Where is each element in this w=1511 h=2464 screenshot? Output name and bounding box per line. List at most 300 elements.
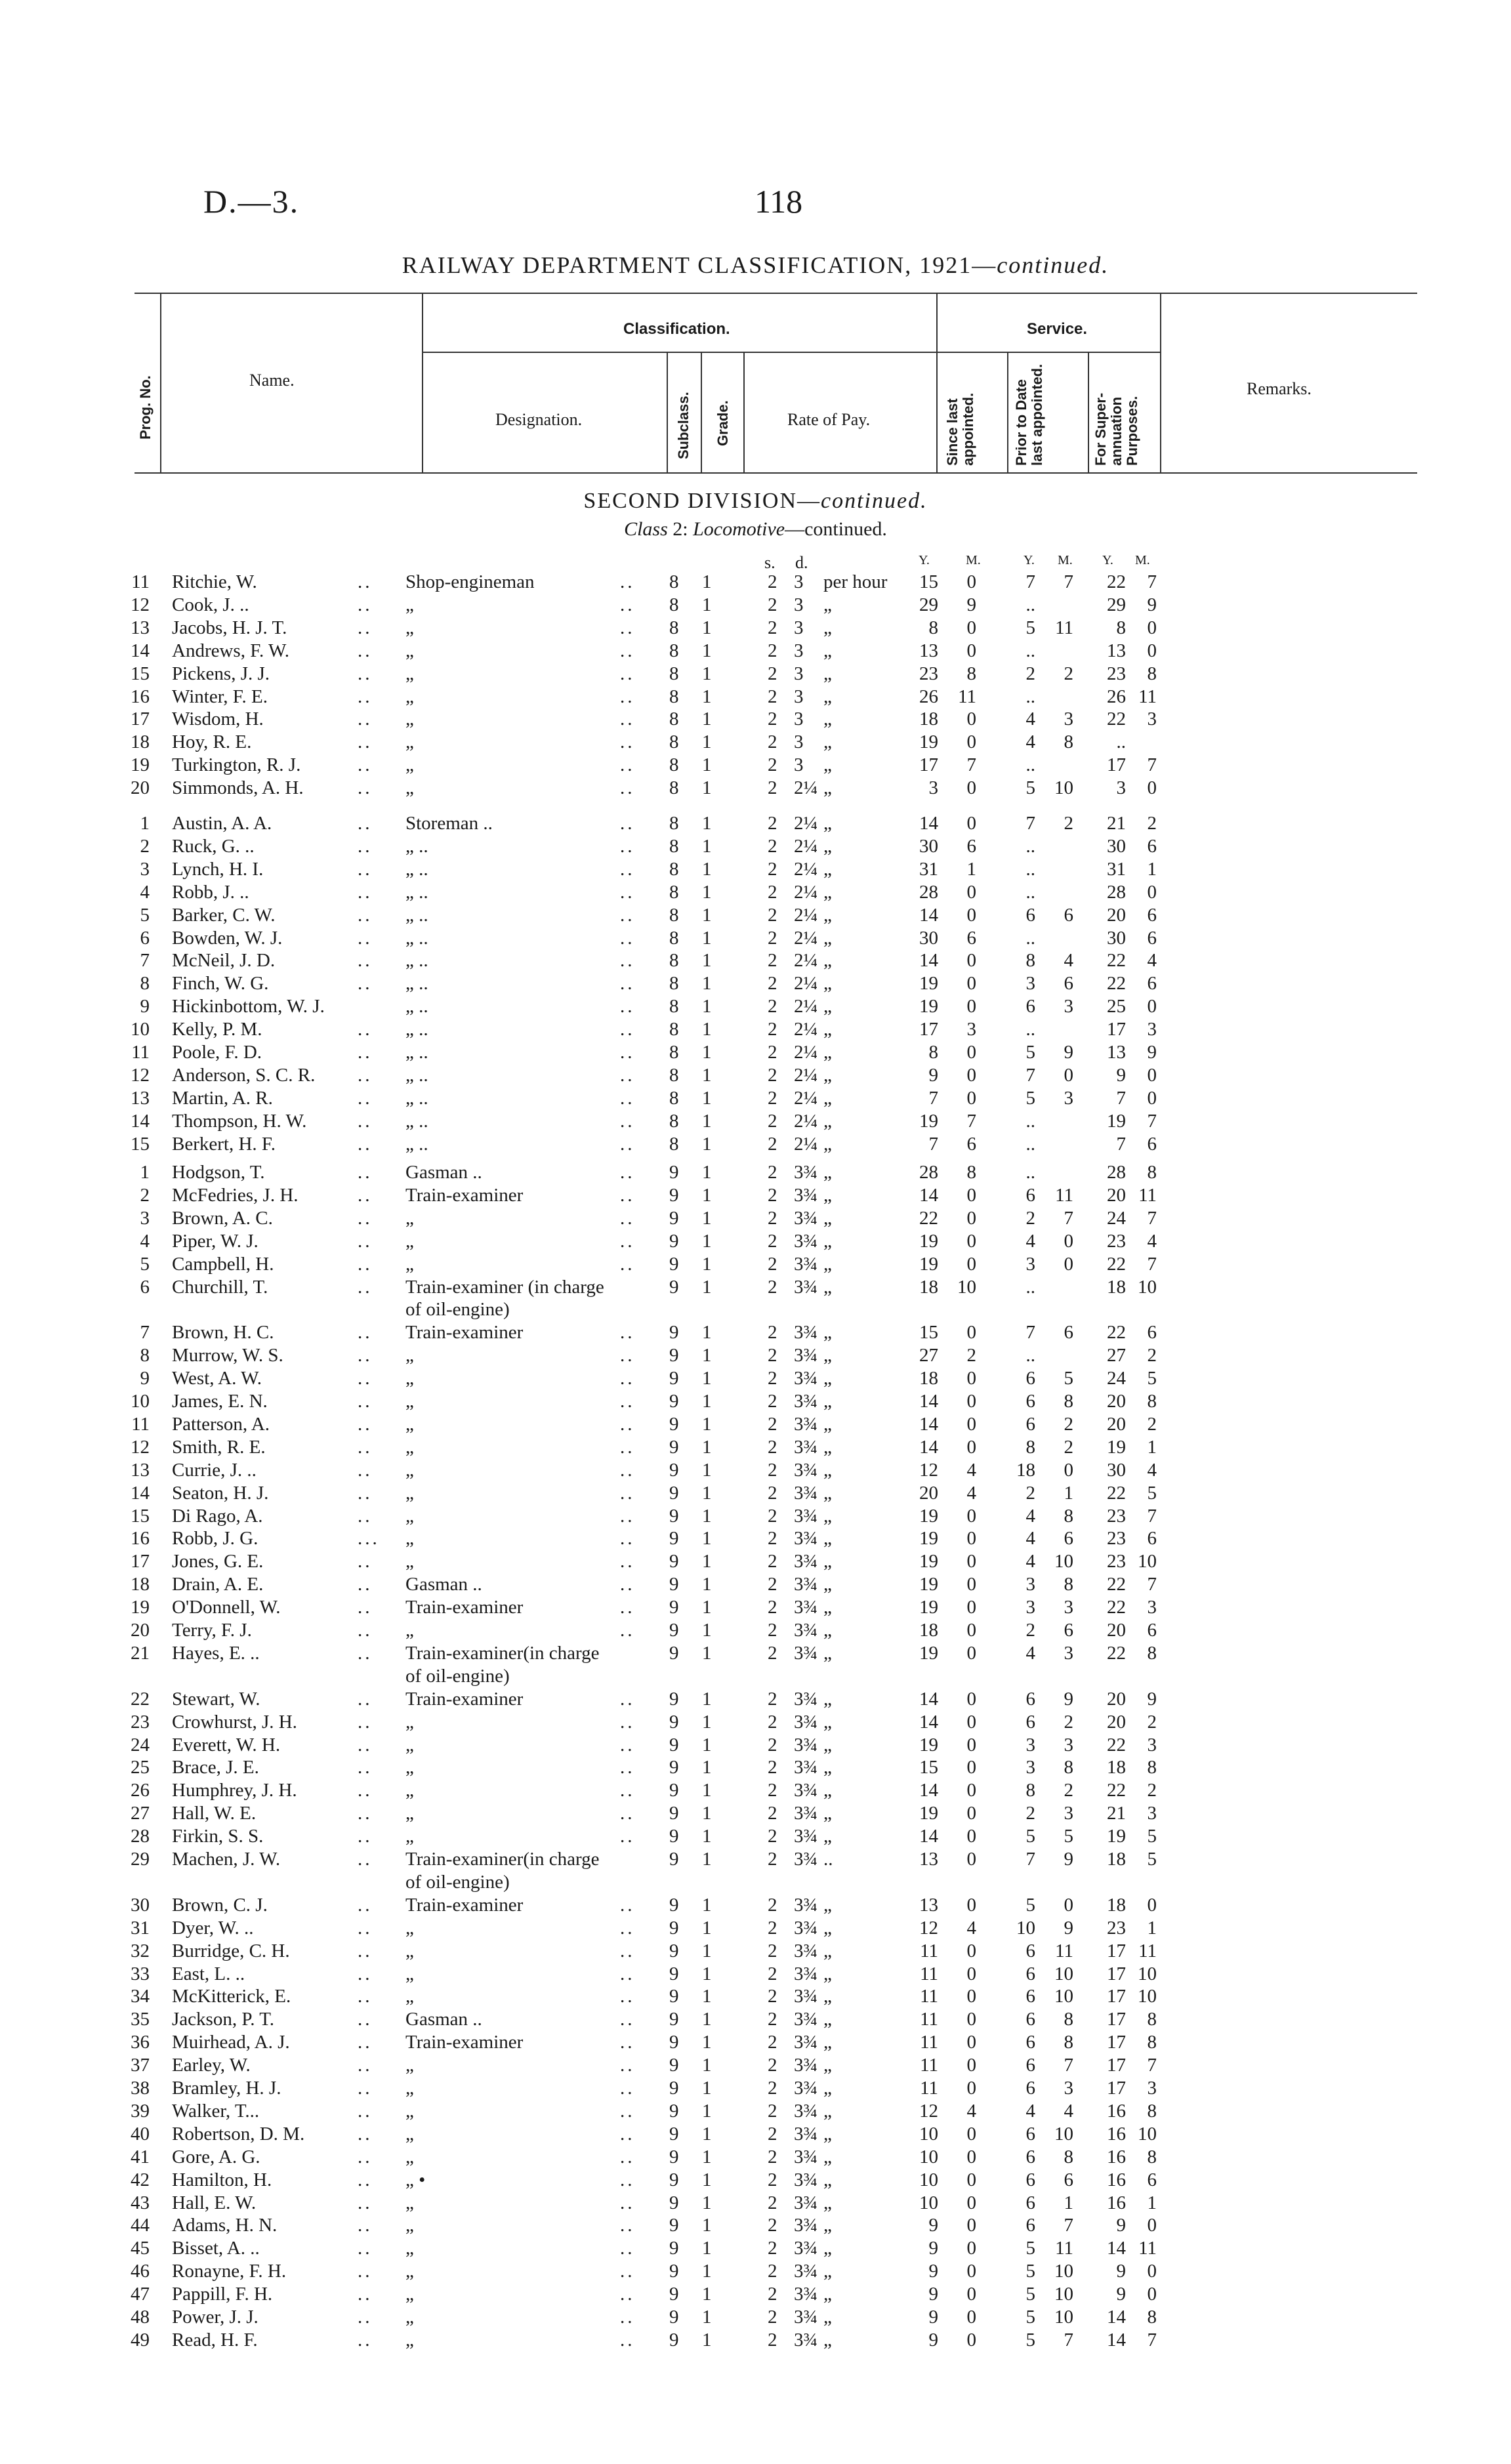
- cell-py: 5: [1025, 2261, 1035, 2282]
- cell-per: „: [823, 640, 832, 661]
- cell-subclass: 9: [669, 1642, 679, 1664]
- cell-py: 6: [1025, 1711, 1035, 1733]
- cell-fy: 28: [1107, 881, 1126, 903]
- header-top-rule: [135, 293, 1417, 294]
- unit-y1: Y.: [919, 553, 930, 567]
- cell-grade: 1: [702, 1826, 712, 1847]
- header-classification: Classification.: [623, 320, 730, 338]
- table-row: [0, 1277, 1511, 1297]
- header-name: Name.: [249, 371, 295, 390]
- cell-fm: 2: [1147, 1711, 1157, 1733]
- cell-s: 2: [768, 2215, 777, 2236]
- cell-sm: 0: [966, 2215, 976, 2236]
- cell-py: 5: [1025, 1087, 1035, 1109]
- cell-dots1: ..: [358, 1574, 373, 1595]
- table-row-continuation: [0, 1300, 1511, 1319]
- table-row: [0, 2032, 1511, 2052]
- cell-subclass: 9: [669, 2146, 679, 2167]
- table-row-continuation: [0, 1666, 1511, 1686]
- cell-sy: 9: [928, 2261, 938, 2282]
- cell-s: 2: [768, 2146, 777, 2167]
- cell-sy: 3: [928, 777, 938, 799]
- cell-d: 3¾: [794, 1894, 818, 1916]
- cell-fy: 22: [1107, 1642, 1126, 1664]
- cell-s: 2: [768, 1482, 777, 1504]
- cell-fy: 8: [1116, 617, 1126, 638]
- cell-sy: 19: [919, 731, 938, 753]
- cell-s: 2: [768, 927, 777, 949]
- cell-fy: 22: [1107, 1780, 1126, 1801]
- cell-designation: „ ..: [405, 1133, 428, 1155]
- cell-pm: 8: [1064, 2146, 1073, 2167]
- cell-fm: 0: [1147, 777, 1157, 799]
- cell-dots1: ..: [358, 2009, 373, 2030]
- cell-s: 2: [768, 1986, 777, 2007]
- cell-dots1: ..: [358, 2078, 373, 2099]
- cell-sm: 0: [966, 640, 976, 661]
- cell-no: 49: [131, 2329, 150, 2351]
- cell-name: Campbell, H.: [172, 1253, 274, 1275]
- cell-fy: 22: [1107, 1253, 1126, 1275]
- cell-grade: 1: [702, 754, 712, 776]
- cell-subclass: 9: [669, 1894, 679, 1916]
- cell-pm: 10: [1054, 2307, 1073, 2328]
- cell-grade: 1: [702, 1087, 712, 1109]
- table-row: [0, 1323, 1511, 1342]
- cell-per: „: [823, 1963, 832, 1984]
- cell-no: 39: [131, 2100, 150, 2122]
- table-row: [0, 2101, 1511, 2121]
- cell-s: 2: [768, 1940, 777, 1961]
- table-row: [0, 928, 1511, 948]
- cell-fy: 18: [1107, 1849, 1126, 1870]
- cell-py: 4: [1025, 2100, 1035, 2122]
- table-row: [0, 1019, 1511, 1039]
- cell-designation: „ ..: [405, 950, 428, 972]
- cell-py: 5: [1025, 2238, 1035, 2259]
- cell-name: Firkin, S. S.: [172, 1826, 264, 1847]
- cell-sy: 11: [920, 1963, 938, 1984]
- cell-d: 3¾: [794, 1940, 818, 1961]
- table-row: [0, 709, 1511, 729]
- cell-dots2: ..: [620, 594, 635, 615]
- cell-per: „: [823, 1253, 832, 1275]
- cell-name: Hoy, R. E.: [172, 731, 252, 753]
- cell-fm: 10: [1138, 1276, 1157, 1298]
- cell-d: 3: [794, 754, 804, 776]
- cell-grade: 1: [702, 1780, 712, 1801]
- cell-s: 2: [768, 1574, 777, 1595]
- cell-name: Muirhead, A. J.: [172, 2032, 290, 2053]
- cell-subclass: 8: [669, 594, 679, 615]
- cell-dots1: ..: [358, 1184, 373, 1206]
- table-row: [0, 1506, 1511, 1526]
- cell-s: 2: [768, 1826, 777, 1847]
- cell-subclass: 8: [669, 1042, 679, 1063]
- cell-fy: 22: [1107, 1597, 1126, 1618]
- cell-dots1: ..: [358, 1368, 373, 1389]
- cell-fm: 5: [1147, 1826, 1157, 1847]
- cell-s: 2: [768, 1345, 777, 1366]
- cell-dots1: ..: [358, 835, 373, 857]
- cell-per: „: [823, 927, 832, 949]
- cell-dots2: ..: [620, 571, 635, 592]
- cell-dots2: ..: [620, 1110, 635, 1132]
- cell-name: Terry, F. J.: [172, 1620, 252, 1641]
- cell-grade: 1: [702, 1849, 712, 1870]
- cell-subclass: 8: [669, 1064, 679, 1086]
- cell-d: 3¾: [794, 1162, 818, 1183]
- cell-pm: 8: [1064, 2032, 1073, 2053]
- cell-designation: „: [405, 663, 414, 684]
- cell-fy: 22: [1107, 1734, 1126, 1756]
- cell-no: 43: [131, 2192, 150, 2213]
- cell-designation: „: [405, 617, 414, 638]
- cell-fy: 22: [1107, 973, 1126, 995]
- cell-dots1: ..: [358, 731, 373, 753]
- cell-fy: 17: [1107, 1986, 1126, 2007]
- unit-m3: M.: [1135, 553, 1150, 567]
- cell-name: Berkert, H. F.: [172, 1133, 276, 1155]
- cell-py: 6: [1025, 2169, 1035, 2190]
- cell-py: 6: [1025, 1184, 1035, 1206]
- cell-pm: 4: [1064, 2100, 1073, 2122]
- cell-sm: 0: [966, 1711, 976, 1733]
- table-row-continuation: [0, 1872, 1511, 1892]
- cell-per: ..: [823, 1849, 833, 1870]
- cell-d: 3¾: [794, 1230, 818, 1252]
- cell-fm: 10: [1138, 2123, 1157, 2145]
- cell-dots2: ..: [620, 1574, 635, 1595]
- cell-subclass: 9: [669, 2307, 679, 2328]
- cell-designation: „: [405, 1436, 414, 1458]
- cell-grade: 1: [702, 1276, 712, 1298]
- table-row: [0, 755, 1511, 775]
- cell-fy: 3: [1116, 777, 1126, 799]
- cell-s: 2: [768, 1064, 777, 1086]
- cell-subclass: 9: [669, 1711, 679, 1733]
- cell-fy: 30: [1107, 1459, 1126, 1481]
- cell-sm: 0: [966, 2238, 976, 2259]
- cell-sm: 6: [966, 927, 976, 949]
- cell-subclass: 8: [669, 858, 679, 880]
- cell-py: 4: [1025, 1551, 1035, 1572]
- cell-dots1: ..: [358, 1064, 373, 1086]
- cell-pm: 10: [1054, 1551, 1073, 1572]
- cell-py: 5: [1025, 617, 1035, 638]
- cell-no: 5: [140, 904, 150, 926]
- cell-dots1: ..: [358, 1940, 373, 1961]
- cell-subclass: 8: [669, 973, 679, 995]
- cell-d: 2¼: [794, 973, 818, 995]
- cell-no: 15: [131, 1505, 150, 1527]
- cell-d: 3¾: [794, 1551, 818, 1572]
- cell-fm: 0: [1147, 617, 1157, 638]
- cell-no: 22: [131, 1688, 150, 1710]
- cell-fy: 17: [1107, 1019, 1126, 1040]
- table-row: [0, 836, 1511, 856]
- cell-subclass: 9: [669, 2055, 679, 2076]
- cell-dots1: ..: [358, 1963, 373, 1984]
- cell-grade: 1: [702, 1894, 712, 1916]
- table-row: [0, 2170, 1511, 2190]
- cell-name: Hamilton, H.: [172, 2169, 272, 2190]
- cell-subclass: 8: [669, 1087, 679, 1109]
- cell-fm: 7: [1147, 1110, 1157, 1132]
- cell-fy: 9: [1116, 2284, 1126, 2305]
- cell-name: McNeil, J. D.: [172, 950, 276, 972]
- cell-no: 21: [131, 1642, 150, 1664]
- cell-per: „: [823, 1986, 832, 2007]
- cell-no: 35: [131, 2009, 150, 2030]
- cell-fy: 22: [1107, 1322, 1126, 1344]
- cell-designation: „: [405, 1917, 414, 1939]
- cell-dots2: ..: [620, 1826, 635, 1847]
- cell-grade: 1: [702, 1042, 712, 1063]
- table-row: [0, 1111, 1511, 1131]
- table-row: [0, 2215, 1511, 2235]
- cell-grade: 1: [702, 1688, 712, 1710]
- cell-dots2: ..: [620, 813, 635, 834]
- cell-py: ..: [1025, 1345, 1035, 1366]
- header-remarks: Remarks.: [1247, 379, 1312, 398]
- cell-grade: 1: [702, 1345, 712, 1366]
- cell-dots1: ..: [358, 950, 373, 972]
- cell-fm: 6: [1147, 973, 1157, 995]
- cell-s: 2: [768, 2032, 777, 2053]
- cell-grade: 1: [702, 2307, 712, 2328]
- cell-sm: 2: [966, 1345, 976, 1366]
- cell-grade: 1: [702, 2238, 712, 2259]
- cell-no: 14: [131, 1482, 150, 1504]
- cell-fy: 27: [1107, 1345, 1126, 1366]
- cell-designation: „: [405, 754, 414, 776]
- cell-dots1: ..: [358, 571, 373, 592]
- cell-name: Jacobs, H. J. T.: [172, 617, 287, 638]
- cell-fy: 14: [1107, 2238, 1126, 2259]
- cell-no: 20: [131, 777, 150, 799]
- cell-subclass: 9: [669, 1940, 679, 1961]
- table-row: [0, 2261, 1511, 2281]
- cell-designation: „: [405, 1940, 414, 1961]
- cell-designation: Train-examiner: [405, 1184, 524, 1206]
- cell-name: Brace, J. E.: [172, 1757, 259, 1778]
- cell-fy: 16: [1107, 2123, 1126, 2145]
- cell-sy: 10: [919, 2146, 938, 2167]
- cell-d: 3¾: [794, 1574, 818, 1595]
- cell-s: 2: [768, 1963, 777, 1984]
- cell-s: 2: [768, 2009, 777, 2030]
- cell-sm: 0: [966, 777, 976, 799]
- cell-name: Barker, C. W.: [172, 904, 276, 926]
- table-row: [0, 1826, 1511, 1846]
- cell-dots1: ..: [358, 754, 373, 776]
- cell-sy: 14: [919, 1184, 938, 1206]
- cell-dots1: ..: [358, 1597, 373, 1618]
- cell-no: 11: [131, 571, 150, 592]
- cell-sm: 0: [966, 1087, 976, 1109]
- cell-sy: 23: [919, 663, 938, 684]
- cell-per: „: [823, 2146, 832, 2167]
- cell-sm: 9: [966, 594, 976, 615]
- cell-fm: 1: [1147, 2192, 1157, 2213]
- cell-per: „: [823, 835, 832, 857]
- cell-dots1: ..: [358, 973, 373, 995]
- cell-fm: 8: [1147, 1391, 1157, 1412]
- cell-name: Ruck, G. ..: [172, 835, 255, 857]
- cell-no: 16: [131, 1528, 150, 1550]
- cell-fy: 18: [1107, 1757, 1126, 1778]
- cell-s: 2: [768, 1505, 777, 1527]
- cell-s: 2: [768, 1253, 777, 1275]
- cell-sm: 0: [966, 1528, 976, 1550]
- cell-sy: 15: [919, 571, 938, 592]
- cell-per: „: [823, 777, 832, 799]
- cell-per: „: [823, 1133, 832, 1155]
- cell-per: „: [823, 1757, 832, 1778]
- cell-grade: 1: [702, 2192, 712, 2213]
- cell-dots2: ..: [620, 1391, 635, 1412]
- cell-grade: 1: [702, 617, 712, 638]
- cell-py: 7: [1025, 1064, 1035, 1086]
- cell-subclass: 8: [669, 881, 679, 903]
- cell-dots1: ..: [358, 1391, 373, 1412]
- cell-fm: 8: [1147, 2146, 1157, 2167]
- cell-sy: 9: [928, 1064, 938, 1086]
- cell-fm: 1: [1147, 1917, 1157, 1939]
- cell-designation: „: [405, 1803, 414, 1824]
- cell-sm: 0: [966, 1642, 976, 1664]
- cell-grade: 1: [702, 1940, 712, 1961]
- cell-pm: 8: [1064, 1505, 1073, 1527]
- cell-sy: 11: [920, 1986, 938, 2007]
- table-row: [0, 1162, 1511, 1182]
- cell-sm: 0: [966, 973, 976, 995]
- cell-py: ..: [1025, 754, 1035, 776]
- cell-fy: 23: [1107, 1230, 1126, 1252]
- cell-dots1: ..: [358, 1253, 373, 1275]
- cell-per: „: [823, 1162, 832, 1183]
- cell-fy: 14: [1107, 2307, 1126, 2328]
- cell-name: Jones, G. E.: [172, 1551, 264, 1572]
- cell-fy: 25: [1107, 996, 1126, 1017]
- cell-name: Hall, W. E.: [172, 1803, 257, 1824]
- cell-fm: 3: [1147, 2078, 1157, 2099]
- cell-no: 9: [140, 996, 150, 1017]
- cell-d: 3¾: [794, 1986, 818, 2007]
- cell-designation: „ ..: [405, 904, 428, 926]
- cell-grade: 1: [702, 2123, 712, 2145]
- cell-designation: „: [405, 2055, 414, 2076]
- cell-per: „: [823, 1505, 832, 1527]
- cell-dots2: ..: [620, 858, 635, 880]
- cell-designation: „: [405, 1780, 414, 1801]
- cell-designation: „ ..: [405, 973, 428, 995]
- cell-subclass: 8: [669, 777, 679, 799]
- cell-dots1: ..: [358, 1207, 373, 1229]
- table-row: [0, 2055, 1511, 2075]
- cell-s: 2: [768, 1019, 777, 1040]
- cell-dots2: ..: [620, 1436, 635, 1458]
- cell-pm: 9: [1064, 1042, 1073, 1063]
- cell-name: Brown, C. J.: [172, 1894, 268, 1916]
- cell-fy: 13: [1107, 1042, 1126, 1063]
- cell-name: Adams, H. N.: [172, 2215, 278, 2236]
- cell-sy: 11: [920, 2078, 938, 2099]
- cell-dots1: ..: [358, 1894, 373, 1916]
- cell-name: Robb, J. ..: [172, 881, 249, 903]
- table-row: [0, 905, 1511, 925]
- cell-s: 2: [768, 1620, 777, 1641]
- cell-fm: 8: [1147, 1642, 1157, 1664]
- col-rule-5: [743, 352, 745, 474]
- cell-per: „: [823, 2169, 832, 2190]
- cell-s: 2: [768, 1528, 777, 1550]
- table-row: [0, 951, 1511, 970]
- cell-subclass: 8: [669, 663, 679, 684]
- cell-py: 5: [1025, 2307, 1035, 2328]
- cell-s: 2: [768, 1230, 777, 1252]
- cell-d: 3¾: [794, 2192, 818, 2213]
- cell-py: ..: [1025, 1133, 1035, 1155]
- cell-subclass: 9: [669, 2123, 679, 2145]
- unit-d: d.: [795, 553, 808, 572]
- cell-fy: 22: [1107, 1574, 1126, 1595]
- table-row: [0, 859, 1511, 879]
- cell-d: 2¼: [794, 835, 818, 857]
- cell-no: 5: [140, 1253, 150, 1275]
- cell-pm: 8: [1064, 1574, 1073, 1595]
- cell-fm: 1: [1147, 858, 1157, 880]
- cell-py: 7: [1025, 1849, 1035, 1870]
- cell-pm: 6: [1064, 1322, 1073, 1344]
- col-rule-3: [667, 352, 668, 474]
- table-row: [0, 1134, 1511, 1154]
- cell-dots1: ..: [358, 2192, 373, 2213]
- cell-s: 2: [768, 1757, 777, 1778]
- cell-d: 3¾: [794, 2238, 818, 2259]
- cell-sy: 9: [928, 2284, 938, 2305]
- cell-no: 10: [131, 1019, 150, 1040]
- table-row: [0, 2330, 1511, 2350]
- cell-name: Hodgson, T.: [172, 1162, 265, 1183]
- cell-dots2: ..: [620, 1963, 635, 1984]
- cell-d: 3: [794, 594, 804, 615]
- cell-per: „: [823, 1207, 832, 1229]
- cell-fm: 5: [1147, 1849, 1157, 1870]
- cell-dots2: ..: [620, 1064, 635, 1086]
- cell-py: ..: [1025, 594, 1035, 615]
- cell-designation: Train-examiner: [405, 2032, 524, 2053]
- cell-per: „: [823, 2078, 832, 2099]
- cell-py: 10: [1016, 1917, 1035, 1939]
- cell-dots2: ..: [620, 1162, 635, 1183]
- unit-y3: Y.: [1102, 553, 1113, 567]
- cell-pm: 2: [1064, 1413, 1073, 1435]
- cell-dots2: ..: [620, 2100, 635, 2122]
- cell-dots2: ..: [620, 1345, 635, 1366]
- cell-py: 6: [1025, 2009, 1035, 2030]
- cell-dots1: ..: [358, 1734, 373, 1756]
- cell-fy: 23: [1107, 1505, 1126, 1527]
- cell-pm: 7: [1064, 571, 1073, 592]
- header-superannuation: For Super-annuation Purposes.: [1092, 392, 1140, 466]
- cell-py: 6: [1025, 1986, 1035, 2007]
- cell-no: 15: [131, 663, 150, 684]
- cell-py: ..: [1025, 640, 1035, 661]
- cell-fm: 10: [1138, 1551, 1157, 1572]
- cell-grade: 1: [702, 2078, 712, 2099]
